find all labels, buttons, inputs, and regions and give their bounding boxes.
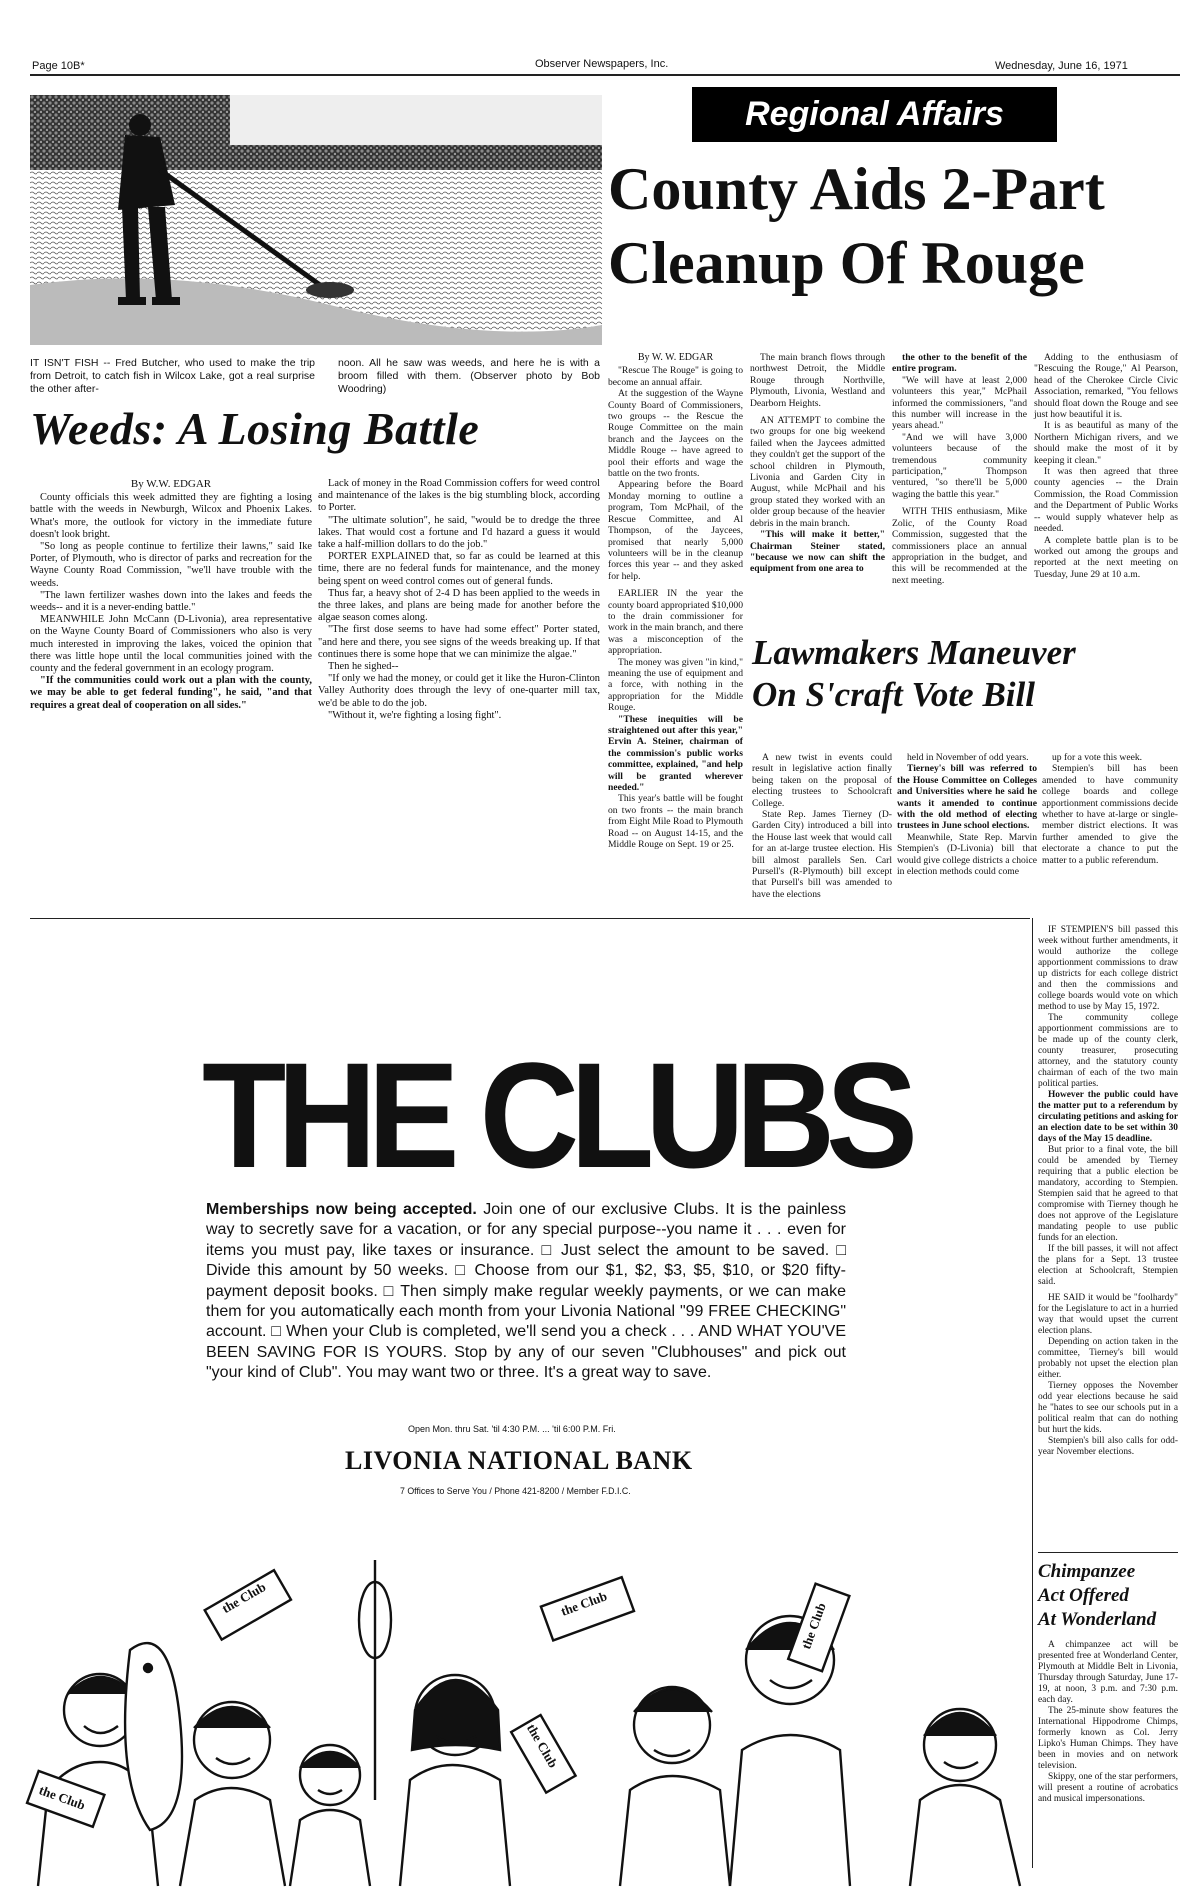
- lawmakers-para: The community college apportionment commissions are to be made up of the county clerk, county treasurer, prosecuting attorney, and the statutory county chairman of each of the two main political parties.: [1038, 1013, 1178, 1089]
- weeds-para: Thus far, a heavy shot of 2-4 D has been applied to the weeds in the three lakes, and plans are being made for another before the algae season comes along.: [318, 587, 600, 624]
- club-card-label: the Club: [558, 1588, 609, 1619]
- rouge-para: WITH THIS enthusiasm, Mike Zolic, of the County Road Commission, suggested that the commissioners place an annual appropriation in the budget, and this will be recommended at the next meeting.: [892, 506, 1027, 586]
- lawmakers-para: But prior to a final vote, the bill could be amended by Tierney requiring that a public election be mandatory, according to Stempien. Stempien said that he agreed to that compromise with Tierney though he does not approve of the Legislature mandating people to use public funds for an election.: [1038, 1145, 1178, 1243]
- weeds-col-2: [318, 478, 600, 803]
- lawmakers-para: However the public could have the matter put to a referendum by circulating petitions and asking for an election date to be set within 30 days of the May 15 deadline.: [1038, 1090, 1178, 1144]
- column-divider: [1032, 918, 1033, 1868]
- weeds-para: "So long as people continue to fertilize their lawns," said Ike Porter, of Plymouth, who is director of parks and recreation for the Wayne County Road Commission, "we'll have trouble with the weeds.: [30, 541, 312, 589]
- lawmakers-para: up for a vote this week.: [1052, 752, 1143, 763]
- weeds-col-1: [30, 478, 312, 803]
- chimp-headline-line-2: Act Offered: [1038, 1585, 1129, 1606]
- ad-title: THE CLUBS: [202, 1031, 909, 1199]
- cartoon-person: [620, 1687, 730, 1886]
- chimp-para: The 25-minute show features the International Hippodrome Chimps, formerly known as Col. Jerry Lipko's Human Chimps. They have been in movies and on network television.: [1038, 1706, 1178, 1771]
- cartoon-person: [180, 1702, 285, 1886]
- chimp-headline: [1038, 1560, 1178, 1632]
- rouge-para: AN ATTEMPT to combine the two groups for one big weekend failed when the Jaycees admitted they couldn't get the support of the school children in Plymouth, Livonia and Garden City in August, while McPhail and his group stated they worked with an older group because of the heavier debris in the main branch.: [750, 415, 885, 529]
- weeds-para: "Without it, we're fighting a losing fight".: [328, 709, 502, 721]
- lawmakers-para: HE SAID it would be "foolhardy" for the Legislature to act in a hurried way that would upset the current election plans.: [1038, 1293, 1178, 1336]
- masthead-rule: [30, 74, 1180, 76]
- chimp-top-rule: [1038, 1552, 1178, 1553]
- bank-name: LIVONIA NATIONAL BANK: [345, 1446, 693, 1475]
- rouge-col-1: [608, 352, 743, 851]
- rouge-para: "Rescue The Rouge" is going to become an annual affair.: [608, 365, 743, 388]
- chimp-headline-line-1: Chimpanzee: [1038, 1561, 1136, 1582]
- cartoon-person: [290, 1745, 370, 1886]
- rouge-headline-line-1: County Aids 2-Part: [608, 156, 1105, 222]
- club-card-label: the Club: [523, 1721, 561, 1771]
- lawmakers-continued: [1038, 925, 1178, 1545]
- rouge-para: The main branch flows through northwest Detroit, the Middle Rouge through Northville, Plymouth, Livonia, Westland and Dearborn Heights.: [750, 352, 885, 409]
- lawmakers-para: A new twist in events could result in legislative action finally being taken on the proposal of electing trustees to Schoolcraft College.: [752, 752, 892, 809]
- rouge-para: Adding to the enthusiasm of "Rescuing the Rouge," Al Pearson, head of the Cherokee Circle Civic Association, remarked, "You fellows should float down the Rouge and see just how beautiful it is.: [1034, 352, 1178, 421]
- lawmakers-para: Stempien's bill has been amended to have community college boards and college apportionment commissions decide whether to have at-large or single-member district elections. It was further amended to give the electorate a chance to put the matter to a public referendum.: [1042, 763, 1178, 866]
- weeds-para: Lack of money in the Road Commission coffers for weed control and maintenance of the lakes is the big stumbling block, according to Porter.: [318, 478, 600, 514]
- chimp-para: A chimpanzee act will be presented free at Wonderland Center, Plymouth at Middle Belt in Livonia, Thursday through Saturday, June 17-19, at noon, 3 p.m. and 7:30 p.m. each day.: [1038, 1640, 1178, 1705]
- lawmakers-col-1: [752, 752, 892, 912]
- lawmakers-para: IF STEMPIEN'S bill passed this week without further amendments, it would authorize the college apportionment commissions to draw up districts for each college district and then the commissions and college boards would vote on which method to use by May 15, 1972.: [1038, 925, 1178, 1012]
- chimp-para: Skippy, one of the star performers, will present a routine of acrobatics and musical impersonations.: [1038, 1772, 1178, 1804]
- rouge-para: The money was given "in kind," meaning the use of equipment and a force, with nothing in the appropriation for the Middle Rouge.: [608, 656, 743, 714]
- rouge-col-3: [892, 352, 1027, 602]
- rouge-byline: By W. W. EDGAR: [637, 352, 714, 363]
- section-banner-label: Regional Affairs: [745, 95, 1004, 133]
- ad-body-lead: Memberships now being accepted.: [206, 1201, 477, 1218]
- rouge-para: "And we will have 3,000 volunteers because of the tremendous community participation," Thompson ventured, "so there'll be 5,000 waging the battle this year.": [892, 431, 1027, 500]
- bank-offices: 7 Offices to Serve You / Phone 421-8200 / Member F.D.I.C.: [400, 1486, 631, 1496]
- rouge-para: At the suggestion of the Wayne County Board of Commissioners, two groups -- the Rescue the Rouge Committee on the main branch and the Jaycees on the Middle Rouge -- have agreed to pool their efforts and wage the battle on the two fronts.: [608, 388, 743, 480]
- weeds-headline: Weeds: A Losing Battle: [30, 403, 480, 454]
- lawmakers-headline-line-2: On S'craft Vote Bill: [752, 675, 1035, 714]
- lawmakers-col-3: [1042, 752, 1178, 912]
- lawmakers-headline: [752, 632, 1182, 716]
- weeds-para: Then he sighed--: [328, 661, 399, 673]
- club-card-label: the Club: [37, 1782, 88, 1813]
- weeds-para: PORTER EXPLAINED that, so far as could be learned at this time, there are no federal funds for maintenance, and the money being spent on weed control comes out of general funds.: [318, 551, 600, 587]
- issue-date: Wednesday, June 16, 1971: [995, 60, 1128, 72]
- club-card-label: the Club: [798, 1600, 829, 1651]
- photo-caption-left: IT ISN'T FISH -- Fred Butcher, who used to make the trip from Detroit, to catch fish in Wilcox Lake, got a real surprise the other after-: [30, 357, 315, 395]
- lawmakers-para: held in November of odd years.: [907, 752, 1029, 763]
- rouge-para: It was then agreed that three county agencies -- the Drain Commission, the Road Commission and the Department of Public Works -- would supply whatever help as needed.: [1034, 466, 1178, 535]
- lawmakers-para: State Rep. James Tierney (D-Garden City) introduced a bill into the House last week that would call for an at-large trustee election. His bill almost parallels Sen. Carl Pursell's (R-Plymouth) bill except that Pursell's bill was amended to have the elections: [752, 809, 892, 900]
- weeds-byline: By W.W. EDGAR: [130, 478, 212, 490]
- lawmakers-para: Depending on action taken in the committee, Tierney's bill would probably not upset the election plan either.: [1038, 1337, 1178, 1380]
- section-banner: [692, 87, 1057, 142]
- section-divider: [30, 918, 1030, 919]
- rouge-para: Appearing before the Board Monday morning to outline a program, Tom McPhail, of the Rescue Committee, and Al Thompson, of the Jaycees, promised that nearly 5,000 volunteers will be in the cleanup forces this year -- and they asked for help.: [608, 479, 743, 582]
- lawmakers-para: Stempien's bill also calls for odd-year November elections.: [1038, 1436, 1178, 1457]
- rouge-para: "This will make it better," Chairman Steiner stated, "because we now can shift the equipment from one area to: [750, 529, 885, 575]
- weeds-para: "The lawn fertilizer washes down into the lakes and feeds the weeds-- and it is a never-ending battle.": [30, 589, 312, 614]
- lawmakers-para: Meanwhile, State Rep. Marvin Stempien's (D-Livonia) bill that would give college districts a choice in election methods could come: [897, 831, 1037, 878]
- rouge-para: EARLIER IN the year the county board appropriated $10,000 to the drain commissioner for work in the main branch, and there was a misconception of the appropriation.: [608, 588, 743, 657]
- rouge-para: It is as beautiful as many of the Northern Michigan rivers, and we should make the most of it by keeping it clean.": [1034, 420, 1178, 466]
- lake-photo: [30, 95, 602, 345]
- weeds-para: "If only we had the money, or could get it like the Huron-Clinton Valley Authority does through the levy of one-quarter mill tax, we'd be able to do the job.: [318, 673, 600, 709]
- rouge-para: "These inequities will be straightened out after this year," Ervin A. Steiner, chairman of the commission's public works committee, explained, "and help will be granted wherever needed.": [608, 713, 743, 794]
- weeds-para: "The ultimate solution", he said, "would be to dredge the three lakes. That would cost a fortune and I'd hazard a guess it would take a half-million dollars to do the job.": [318, 514, 600, 551]
- rouge-col-2: [750, 352, 885, 602]
- chimp-headline-line-3: At Wonderland: [1038, 1609, 1157, 1630]
- lawmakers-para: Tierney opposes the November odd year elections because he said he "hates to see our schools put in a political realm that can do nothing but hurt the kids.: [1038, 1381, 1178, 1435]
- weeds-para: "If the communities could work out a plan with the county, we may be able to get federal funding", he said, "and that requires a great deal of cooperation on all sides.": [30, 675, 312, 711]
- lawmakers-para: If the bill passes, it will not affect the plans for a Sept. 13 trustee election at Schoolcraft, Stempien said.: [1038, 1244, 1178, 1287]
- chimp-body: [1038, 1640, 1178, 1880]
- page-number: Page 10B*: [32, 60, 85, 72]
- cartoon-person: [910, 1709, 1020, 1886]
- rouge-para: the other to the benefit of the entire program.: [892, 352, 1027, 375]
- rouge-para: "We will have at least 2,000 volunteers this year," McPhail informed the commissioners, "and this number will increase in the years ahead.": [892, 374, 1027, 432]
- rouge-headline-line-2: Cleanup Of Rouge: [608, 230, 1085, 296]
- rouge-headline: [608, 152, 1178, 300]
- cartoon-golf-club: [359, 1560, 391, 1800]
- ad-body: [206, 1200, 846, 1384]
- photo-caption-right: noon. All he saw was weeds, and here he is with a broom filled with them. (Observer photo by Bob Woodring): [338, 357, 600, 395]
- lawmakers-headline-line-1: Lawmakers Maneuver: [752, 633, 1076, 672]
- club-card-label: the Club: [219, 1579, 269, 1617]
- ad-hours: Open Mon. thru Sat. 'til 4:30 P.M. ... 'til 6:00 P.M. Fri.: [408, 1424, 616, 1434]
- lawmakers-col-2: [897, 752, 1037, 912]
- ad-body-text: Join one of our exclusive Clubs. It is the painless way to secretly save for a vacation, or for any special purpose--you name it . . . even for items you must pay, like taxes or insurance. □ Just select the amount to be saved. □ Divide this amount by 50 weeks. □ Choose from our $1, $2, $3, $5, $10, or $20 fifty-payment deposit books. □ Then simply make regular weekly payments, or we can make them for you automatically each month from your Livonia National "99 FREE CHECKING" account. □ When your Club is completed, we'll send you a check . . . AND WHAT YOU'VE BEEN SAVING FOR IS YOURS. Stop by any of our seven "Clubhouses" and pick out "your kind of Club". You may want two or three. It's a great way to save.: [206, 1201, 847, 1382]
- ad-illustration: [30, 1500, 1032, 1886]
- weeds-para: County officials this week admitted they are fighting a losing battle with the weeds in Newburgh, Wilcox and Phoenix Lakes. What's more, the outlook for victory in the immediate future doesn't look bright.: [30, 492, 312, 540]
- publisher-name: Observer Newspapers, Inc.: [535, 58, 669, 70]
- rouge-para: A complete battle plan is to be worked out among the groups and reported at the next meeting on Tuesday, June 29 at 10 a.m.: [1034, 534, 1178, 580]
- lawmakers-para: Tierney's bill was referred to the House Committee on Colleges and Universities where he said he wants it amended to continue with the old method of electing trustees in June school elections.: [897, 763, 1037, 832]
- rouge-col-4: [1034, 352, 1178, 602]
- rouge-para: This year's battle will be fought on two fronts -- the main branch from Eight Mile Road to Plymouth Road -- on August 14-15, and the Middle Rouge on Sept. 19 or 25.: [608, 793, 743, 851]
- weeds-para: "The first dose seems to have had some effect" Porter stated, "and here and there, you see signs of the weeds breaking up. If that continues there is some hope that we can minimize the algae.": [318, 624, 600, 660]
- cartoon-person: [400, 1675, 510, 1886]
- weeds-para: MEANWHILE John McCann (D-Livonia), area representative on the Wayne County Board of Commissioners who also is very much interested in improving the lakes, voiced the opinion that there was little hope until the local communities joined with the county and the federal government in an ecology program.: [30, 614, 312, 675]
